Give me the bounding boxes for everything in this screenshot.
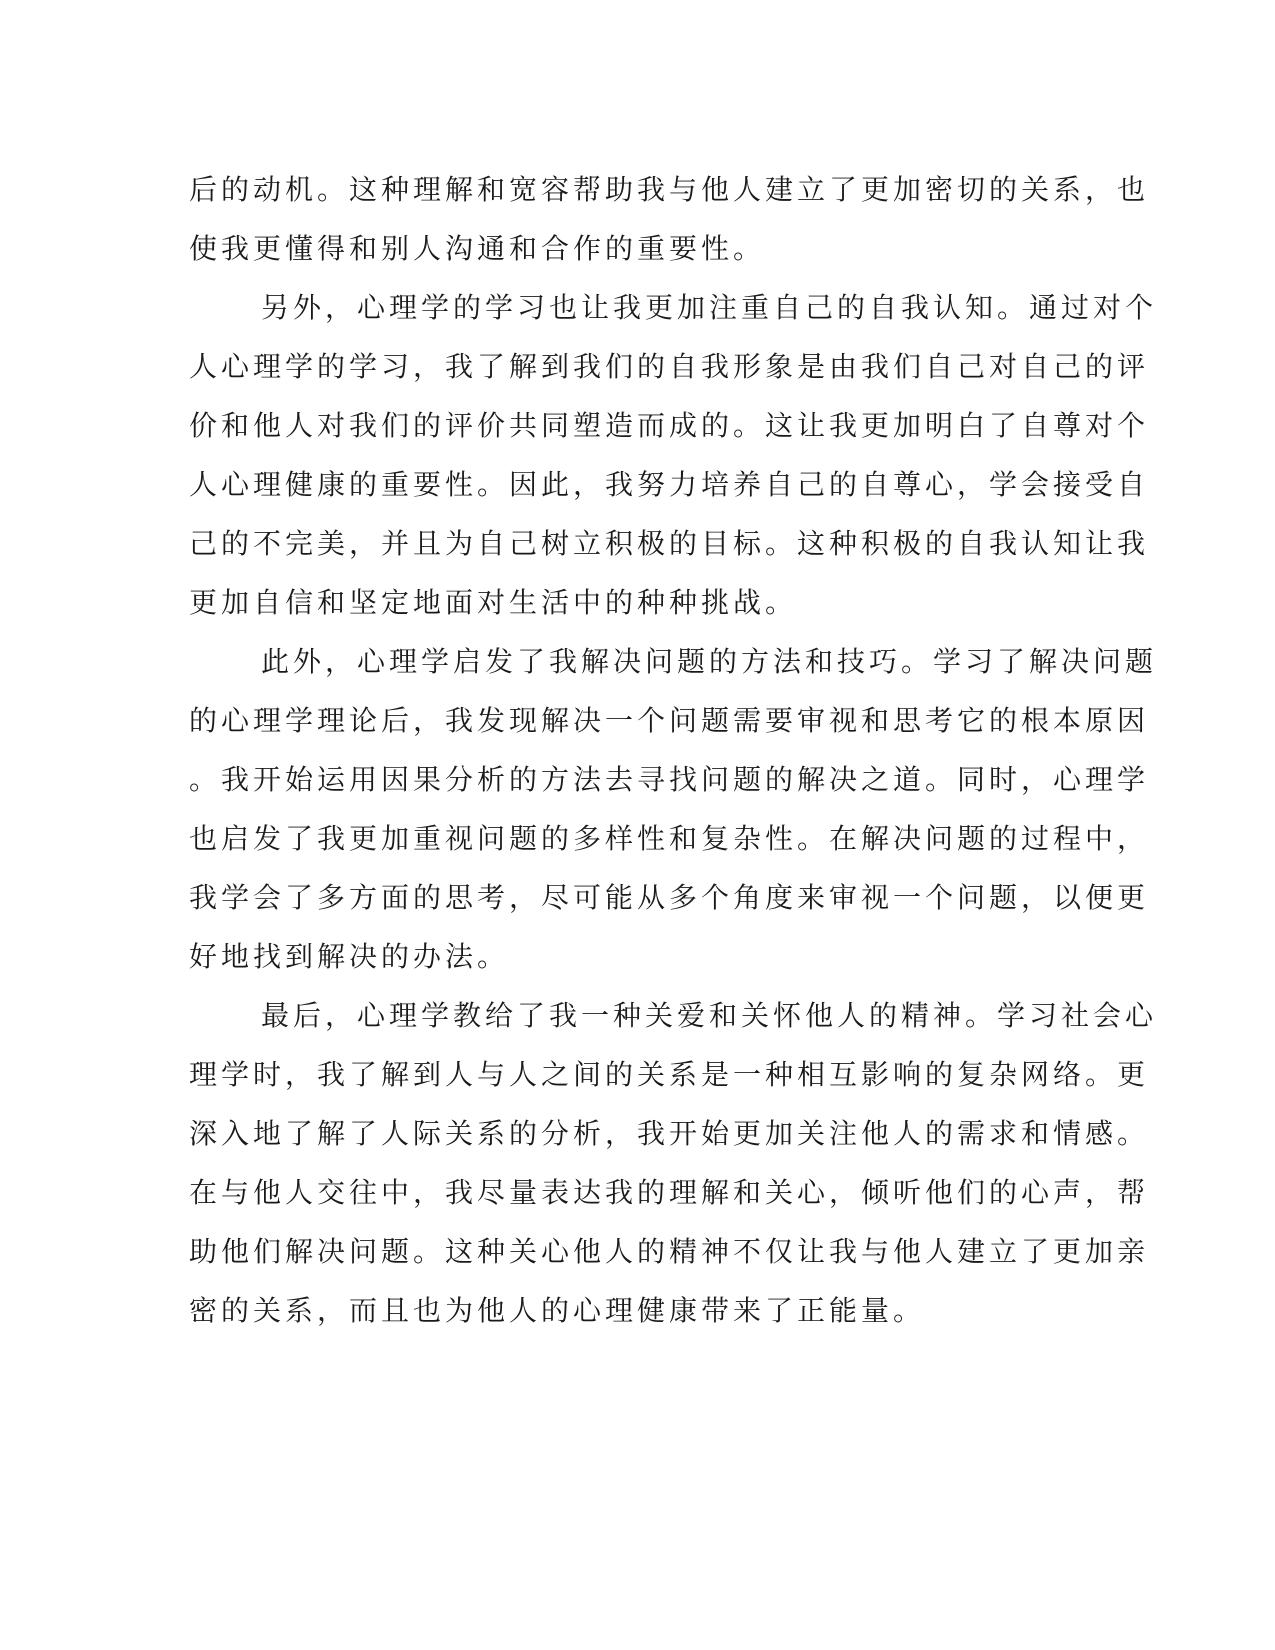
text-line: 深入地了解了人际关系的分析，我开始更加关注他人的需求和情感。 [189, 1117, 1150, 1150]
text-line: 我学会了多方面的思考，尽可能从多个角度来审视一个问题，以便更 [189, 881, 1150, 914]
text-line: 后的动机。这种理解和宽容帮助我与他人建立了更加密切的关系，也 [189, 173, 1150, 206]
text-line: 最后，心理学教给了我一种关爱和关怀他人的精神。学习社会心 [261, 999, 1158, 1032]
text-line: 助他们解决问题。这种关心他人的精神不仅让我与他人建立了更加亲 [189, 1235, 1150, 1268]
paragraph-4 [189, 986, 1158, 1340]
paragraph-3 [189, 632, 1158, 986]
text-line: 人心理学的学习，我了解到我们的自我形象是由我们自己对自己的评 [189, 350, 1150, 383]
text-line: 使我更懂得和别人沟通和合作的重要性。 [189, 232, 766, 265]
text-line: 此外，心理学启发了我解决问题的方法和技巧。学习了解决问题 [261, 645, 1158, 678]
text-line: 。我开始运用因果分析的方法去寻找问题的解决之道。同时，心理学 [189, 763, 1150, 796]
text-line: 的心理学理论后，我发现解决一个问题需要审视和思考它的根本原因 [189, 704, 1150, 737]
text-line: 密的关系，而且也为他人的心理健康带来了正能量。 [189, 1294, 926, 1327]
text-line: 好地找到解决的办法。 [189, 940, 510, 973]
text-line: 己的不完美，并且为自己树立积极的目标。这种积极的自我认知让我 [189, 527, 1150, 560]
text-line: 人心理健康的重要性。因此，我努力培养自己的自尊心，学会接受自 [189, 468, 1150, 501]
text-line: 另外，心理学的学习也让我更加注重自己的自我认知。通过对个 [261, 291, 1158, 324]
text-line: 理学时，我了解到人与人之间的关系是一种相互影响的复杂网络。更 [189, 1058, 1150, 1091]
text-line: 也启发了我更加重视问题的多样性和复杂性。在解决问题的过程中， [189, 822, 1150, 855]
text-line: 更加自信和坚定地面对生活中的种种挑战。 [189, 586, 798, 619]
paragraph-2 [189, 278, 1158, 632]
text-line: 价和他人对我们的评价共同塑造而成的。这让我更加明白了自尊对个 [189, 409, 1150, 442]
body-text [189, 160, 1158, 1340]
text-line: 在与他人交往中，我尽量表达我的理解和关心，倾听他们的心声，帮 [189, 1176, 1150, 1209]
paragraph-1 [189, 160, 1150, 278]
